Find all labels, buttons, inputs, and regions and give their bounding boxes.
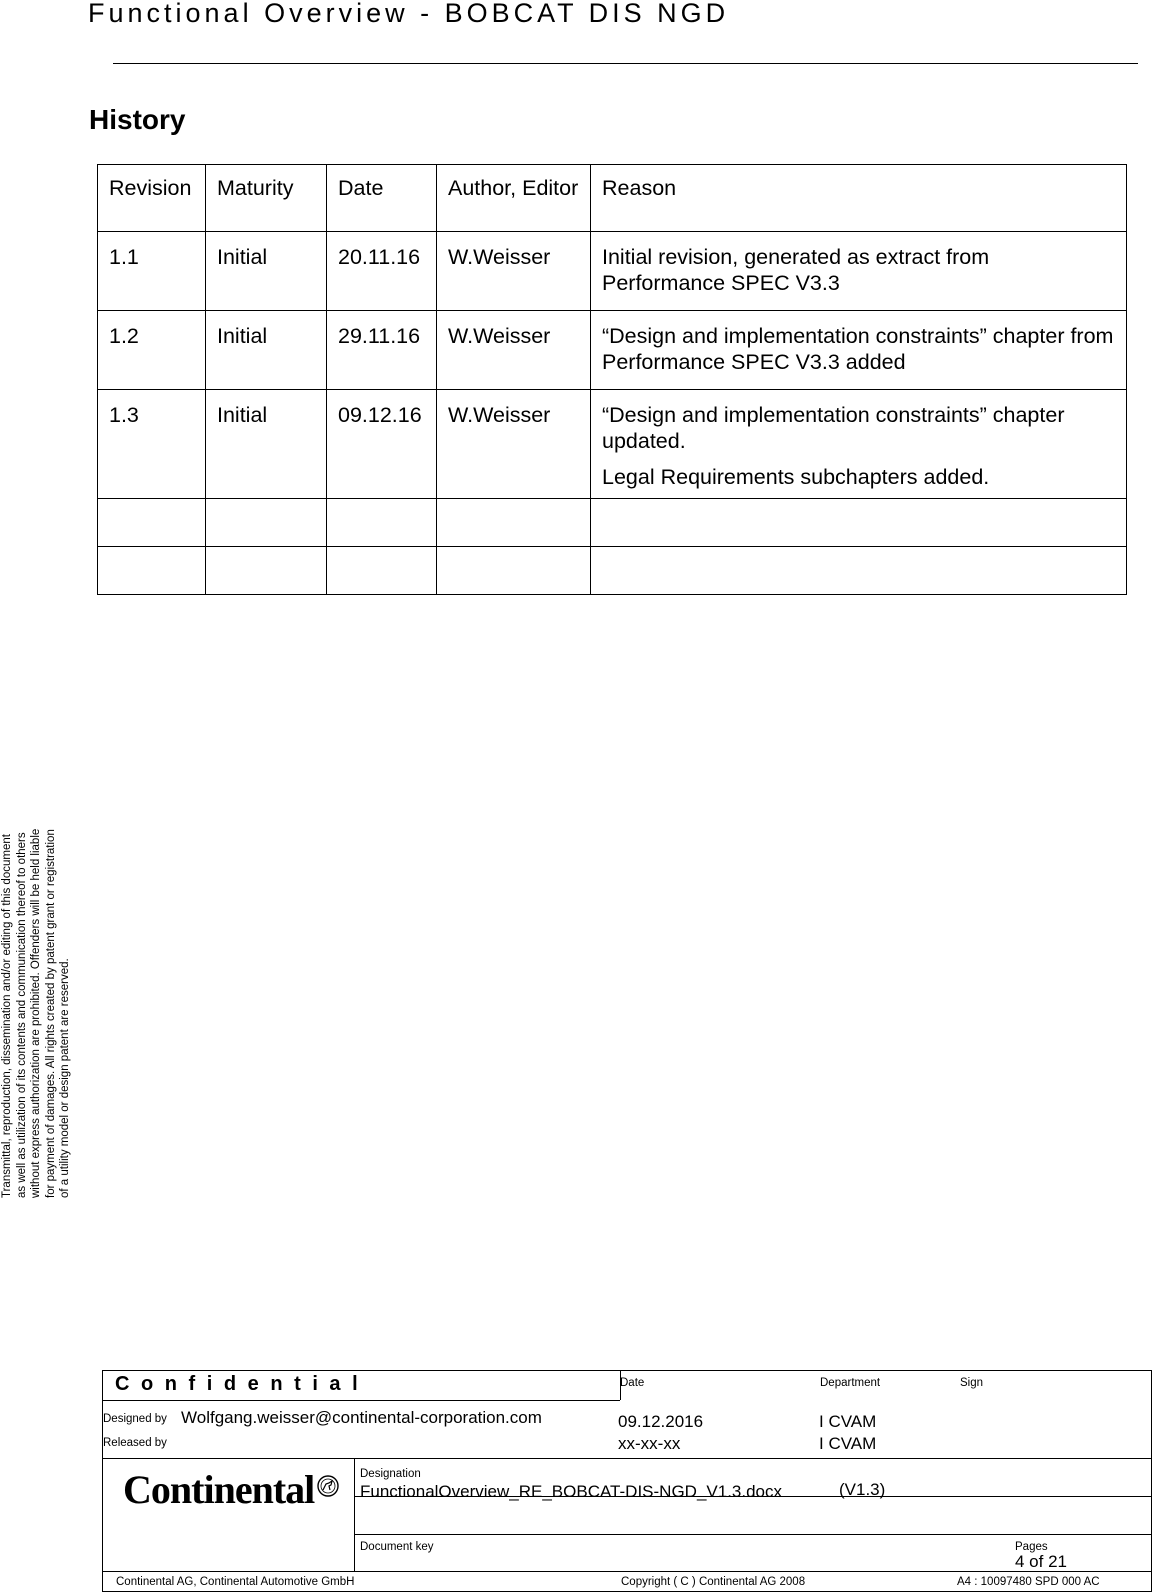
reason-cell	[591, 311, 1127, 390]
title-block-border	[102, 1591, 1152, 1592]
form-id: A4 : 10097480 SPD 000 AC	[957, 1576, 1100, 1588]
reason-text: Initial revision, generated as extract from Performance SPEC V3.3	[602, 245, 990, 295]
header-rule	[113, 63, 1138, 64]
designation-label: Designation	[360, 1468, 421, 1480]
designed-by-email: Wolfgang.weisser@continental-corporation.com	[181, 1408, 542, 1427]
title-block	[102, 1370, 1152, 1592]
author-cell: W.Weisser	[437, 232, 591, 311]
designed-date: 09.12.2016	[618, 1412, 704, 1431]
maturity-cell	[206, 547, 327, 595]
legal-notice-line: for payment of damages. All rights created by patent grant or registration	[44, 829, 57, 1198]
designation-filename: FunctionalOverview_RE_BOBCAT-DIS-NGD_V1.3.docx	[360, 1482, 783, 1501]
column-header-date: Date	[327, 165, 437, 232]
table-row	[98, 390, 1127, 499]
title-block-border	[102, 1370, 1152, 1371]
history-table	[97, 164, 1127, 595]
author-cell: W.Weisser	[437, 390, 591, 499]
legal-notice-line: without express authorization are prohibited. Offenders will be held liable	[30, 828, 42, 1198]
date-label: Date	[620, 1377, 645, 1389]
revision-cell	[98, 547, 206, 595]
designed-department: I CVAM	[819, 1412, 877, 1431]
reason-text: Legal Requirements subchapters added.	[602, 465, 990, 489]
history-table-header-row	[98, 165, 1127, 232]
column-header-author: Author, Editor	[437, 165, 591, 232]
date-cell: 29.11.16	[327, 311, 437, 390]
released-date: xx-xx-xx	[618, 1434, 681, 1453]
column-header-reason: Reason	[591, 165, 1127, 232]
date-cell	[327, 499, 437, 547]
title-block-border	[1151, 1370, 1152, 1592]
continental-logo: Continental	[123, 1467, 315, 1512]
pages-label: Pages	[1015, 1541, 1048, 1553]
maturity-cell: Initial	[206, 390, 327, 499]
author-cell	[437, 499, 591, 547]
document-key-label: Document key	[360, 1541, 434, 1553]
company-name: Continental AG, Continental Automotive GmbH	[116, 1576, 355, 1588]
department-label: Department	[820, 1377, 881, 1389]
maturity-cell: Initial	[206, 311, 327, 390]
maturity-cell: Initial	[206, 232, 327, 311]
reason-cell	[591, 232, 1127, 311]
table-row-empty	[98, 499, 1127, 547]
date-cell: 20.11.16	[327, 232, 437, 311]
reason-text: “Design and implementation constraints” chapter from Performance SPEC V3.3 added	[602, 324, 1114, 374]
revision-cell: 1.2	[98, 311, 206, 390]
reason-cell	[591, 390, 1127, 499]
document-title: Functional Overview - BOBCAT DIS NGD	[88, 0, 730, 28]
title-block-rule	[102, 1571, 1152, 1572]
legal-notice-line: as well as utilization of its contents and communication thereof to others	[15, 832, 28, 1198]
author-cell	[437, 547, 591, 595]
section-heading: History	[89, 104, 186, 135]
copyright-notice: Copyright ( C ) Continental AG 2008	[621, 1576, 806, 1588]
designed-by-label: Designed by	[103, 1413, 167, 1425]
confidential-label: C o n f i d e n t i a l	[115, 1373, 361, 1395]
table-row	[98, 232, 1127, 311]
title-block-rule	[354, 1458, 355, 1571]
title-block-rule	[354, 1534, 1152, 1535]
maturity-cell	[206, 499, 327, 547]
horse-emblem-icon	[317, 1475, 339, 1497]
author-cell: W.Weisser	[437, 311, 591, 390]
released-department: I CVAM	[819, 1434, 877, 1453]
title-block-border	[102, 1370, 103, 1592]
released-by-label: Released by	[103, 1437, 167, 1449]
revision-cell	[98, 499, 206, 547]
column-header-revision: Revision	[98, 165, 206, 232]
designation-version: (V1.3)	[839, 1480, 886, 1499]
title-block-rule	[102, 1400, 620, 1401]
sign-label: Sign	[960, 1377, 984, 1389]
revision-cell: 1.1	[98, 232, 206, 311]
table-row-empty	[98, 547, 1127, 595]
legal-notice-line: Transmittal, reproduction, dissemination and/or editing of this document	[1, 834, 13, 1198]
date-cell: 09.12.16	[327, 390, 437, 499]
legal-notice	[0, 798, 73, 1198]
table-row	[98, 311, 1127, 390]
title-block-rule	[102, 1458, 1152, 1459]
legal-notice-line: of a utility model or design patent are reserved.	[59, 958, 71, 1198]
date-cell	[327, 547, 437, 595]
revision-cell: 1.3	[98, 390, 206, 499]
reason-text: “Design and implementation constraints” chapter updated.	[602, 403, 1065, 453]
reason-cell	[591, 499, 1127, 547]
column-header-maturity: Maturity	[206, 165, 327, 232]
pages-value: 4 of 21	[1015, 1552, 1067, 1571]
reason-cell	[591, 547, 1127, 595]
